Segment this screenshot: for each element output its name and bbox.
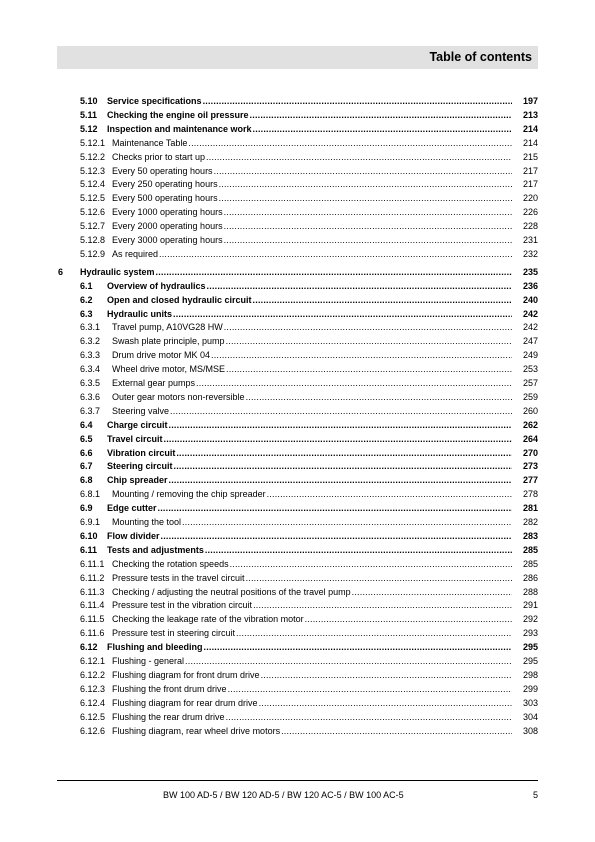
toc-entry-page: 303	[522, 697, 538, 708]
toc-entry[interactable]	[0, 669, 595, 682]
toc-entry[interactable]	[0, 192, 595, 205]
toc-entry-title-line	[107, 474, 512, 487]
toc-entry-number: 6.8	[80, 475, 93, 486]
toc-entry[interactable]	[0, 391, 595, 404]
toc-entry-number: 6	[58, 266, 64, 277]
toc-entry-number: 6.12.5	[80, 711, 106, 722]
dot-leader	[169, 474, 512, 487]
toc-entry-title-line	[107, 280, 512, 293]
toc-entry-page: 304	[522, 711, 538, 722]
toc-entry-page: 217	[522, 165, 538, 176]
dot-leader	[230, 558, 512, 571]
toc-entry-number: 5.12.1	[80, 137, 106, 148]
dot-leader	[219, 192, 512, 205]
toc-entry-page: 291	[522, 600, 538, 611]
toc-entry-title: Travel circuit	[107, 433, 163, 444]
toc-entry-title: Checks prior to start up	[112, 151, 206, 162]
toc-entry-title-line	[107, 460, 512, 473]
toc-entry-page: 215	[522, 151, 538, 162]
toc-entry-page: 226	[522, 207, 538, 218]
toc-entry-title-line	[107, 419, 512, 432]
dot-leader	[156, 266, 512, 279]
toc-entry[interactable]	[0, 363, 595, 376]
toc-entry-page: 298	[522, 669, 538, 680]
dot-leader	[161, 530, 512, 543]
toc-entry-title: Drum drive motor MK 04	[112, 350, 211, 361]
dot-leader	[246, 391, 512, 404]
toc-entry[interactable]	[0, 308, 595, 321]
toc-entry-title-line	[112, 321, 512, 334]
toc-entry-page: 228	[522, 221, 538, 232]
dot-leader	[246, 572, 512, 585]
toc-entry[interactable]	[0, 234, 595, 247]
toc-entry-title-line	[107, 308, 512, 321]
toc-entry-title: Charge circuit	[107, 419, 168, 430]
toc-entry-number: 6.11.1	[80, 558, 105, 569]
toc-entry-title: Flushing diagram for front drum drive	[112, 669, 260, 680]
toc-entry-title: Pressure test in the vibration circuit	[112, 600, 253, 611]
toc-entry-title: Edge cutter	[107, 503, 157, 514]
toc-entry-title-line	[107, 294, 512, 307]
toc-entry[interactable]	[0, 558, 595, 571]
toc-entry-number: 6.6	[80, 447, 93, 458]
dot-leader	[305, 613, 512, 626]
toc-entry-title: Hydraulic units	[107, 308, 173, 319]
toc-entry[interactable]	[0, 280, 595, 293]
toc-entry-page: 197	[522, 96, 538, 106]
dot-leader	[176, 447, 512, 460]
toc-entry[interactable]	[0, 349, 595, 362]
dot-leader	[170, 405, 512, 418]
toc-entry-title-line	[112, 377, 512, 390]
toc-entry-number: 6.7	[80, 461, 93, 472]
toc-entry-page: 273	[522, 461, 538, 472]
toc-entry[interactable]	[0, 572, 595, 585]
toc-entry[interactable]	[0, 725, 595, 738]
toc-entry-number: 6.5	[80, 433, 93, 444]
toc-entry-title: Mounting / removing the chip spreader	[112, 489, 266, 500]
toc-entry-page: 295	[522, 642, 538, 653]
footer-models: BW 100 AD-5 / BW 120 AD-5 / BW 120 AC-5 / BW 100 AC-5	[163, 790, 404, 800]
toc-entry-title: Outer gear motors non-reversible	[112, 391, 245, 402]
toc-entry-page: 214	[522, 137, 538, 148]
toc-entry-page: 285	[522, 558, 538, 569]
toc-entry-title: Wheel drive motor, MS/MSE	[112, 364, 226, 375]
toc-entry-page: 232	[522, 248, 538, 259]
toc-entry-page: 283	[522, 530, 538, 541]
toc-entry[interactable]	[0, 335, 595, 348]
toc-entry-page: 214	[522, 123, 538, 134]
toc-entry-page: 257	[522, 378, 538, 388]
toc-entry[interactable]	[0, 516, 595, 529]
toc-entry[interactable]	[0, 460, 595, 473]
toc-entry-title: Checking the engine oil pressure	[107, 109, 249, 120]
toc-entry-page: 236	[522, 280, 538, 291]
toc-entry-title: Every 50 operating hours	[112, 165, 213, 176]
toc-entry-page: 277	[522, 475, 538, 486]
toc-entry-title: Every 2000 operating hours	[112, 221, 223, 232]
toc-entry[interactable]	[0, 321, 595, 334]
toc-entry[interactable]	[0, 95, 595, 108]
toc-entry-number: 5.12.5	[80, 193, 106, 204]
toc-entry-number: 5.12.3	[80, 165, 106, 176]
dot-leader	[185, 655, 512, 668]
toc-entry[interactable]	[0, 220, 595, 233]
toc-entry[interactable]	[0, 266, 595, 279]
toc-entry[interactable]	[0, 627, 595, 640]
toc-entry-number: 6.3.6	[80, 391, 101, 402]
toc-entry-title: Checking / adjusting the neutral positions of the travel pump	[112, 586, 351, 597]
toc-entry-title: Travel pump, A10VG28 HW	[112, 322, 223, 333]
dot-leader	[224, 206, 512, 219]
page-title: Table of contents	[429, 50, 532, 64]
toc-entry-number: 6.9	[80, 503, 93, 514]
toc-entry-number: 6.3.3	[80, 350, 101, 361]
toc-entry-title-line	[112, 220, 512, 233]
toc-entry-page: 281	[522, 503, 538, 514]
toc-entry-page: 259	[522, 391, 538, 402]
dot-leader	[259, 697, 512, 710]
toc-entry-page: 235	[522, 266, 538, 277]
toc-entry-title-line	[107, 95, 512, 108]
toc-entry[interactable]	[0, 586, 595, 599]
toc-entry-title-line	[80, 266, 512, 279]
dot-leader	[226, 711, 512, 724]
toc-entry-number: 6.3.1	[80, 322, 101, 333]
toc-entry-title-line	[107, 433, 512, 446]
toc-entry-page: 249	[522, 350, 538, 361]
toc-entry-title-line	[112, 627, 512, 640]
toc-entry-page: 295	[522, 656, 538, 666]
toc-entry-page: 231	[522, 235, 538, 245]
toc-entry-number: 6.9.1	[80, 517, 101, 527]
toc-entry-page: 308	[522, 725, 538, 736]
toc-entry[interactable]	[0, 151, 595, 164]
toc-entry[interactable]	[0, 447, 595, 460]
toc-entry-title: Overview of hydraulics	[107, 280, 206, 291]
toc-entry-page: 253	[522, 364, 538, 375]
toc-entry-number: 5.12.4	[80, 179, 106, 190]
toc-entry-title-line	[107, 530, 512, 543]
toc-entry[interactable]	[0, 613, 595, 626]
toc-entry-page: 247	[522, 336, 538, 347]
toc-entry-title: Flushing the front drum drive	[112, 683, 227, 694]
toc-entry-title: Maintenance Table	[112, 137, 188, 148]
toc-entry-title-line	[112, 335, 512, 348]
toc-entry-title-line	[112, 405, 512, 418]
toc-entry-title-line	[112, 178, 512, 191]
dot-leader	[236, 627, 512, 640]
toc-entry[interactable]	[0, 137, 595, 150]
toc-entry-title: Pressure test in steering circuit	[112, 628, 236, 639]
toc-entry-title-line	[112, 248, 512, 261]
toc-entry-page: 213	[522, 109, 538, 120]
toc-entry-number: 6.12.6	[80, 725, 106, 736]
dot-leader	[281, 725, 512, 738]
footer-divider	[57, 780, 538, 781]
toc-entry-number: 5.12.8	[80, 235, 106, 245]
toc-entry[interactable]	[0, 641, 595, 654]
toc-entry-page: 299	[522, 683, 538, 694]
dot-leader	[211, 349, 512, 362]
toc-entry-title-line	[107, 109, 512, 122]
toc-entry-title-line	[112, 697, 512, 710]
toc-entry-page: 293	[522, 628, 538, 639]
toc-entry-number: 6.3.5	[80, 378, 101, 388]
toc-entry[interactable]	[0, 655, 595, 668]
toc-entry-page: 242	[522, 308, 538, 319]
toc-entry[interactable]	[0, 165, 595, 178]
toc-entry-number: 6.8.1	[80, 489, 101, 500]
dot-leader	[207, 280, 512, 293]
toc-entry-title: Flushing the rear drum drive	[112, 711, 225, 722]
toc-entry-title: As required	[112, 248, 159, 259]
toc-entry-title: Tests and adjustments	[107, 544, 204, 555]
toc-entry-number: 6.12.2	[80, 669, 106, 680]
toc-entry[interactable]	[0, 405, 595, 418]
toc-entry-page: 262	[522, 419, 538, 430]
toc-entry-page: 282	[522, 517, 538, 527]
toc-entry-page: 217	[522, 179, 538, 190]
toc-entry-title-line	[107, 123, 512, 136]
dot-leader	[228, 683, 512, 696]
toc-entry-title-line	[112, 488, 512, 501]
toc-entry-title: Open and closed hydraulic circuit	[107, 294, 252, 305]
toc-entry-number: 6.11	[80, 544, 98, 555]
dot-leader	[169, 419, 512, 432]
toc-entry-title-line	[112, 558, 512, 571]
toc-entry-page: 285	[522, 544, 538, 555]
toc-entry-title: Vibration circuit	[107, 447, 176, 458]
toc-entry[interactable]	[0, 206, 595, 219]
dot-leader	[214, 165, 512, 178]
toc-entry-title: Every 250 operating hours	[112, 179, 218, 190]
toc-entry-title-line	[112, 234, 512, 247]
toc-entry-number: 6.3.2	[80, 336, 101, 347]
toc-entry-title-line	[112, 349, 512, 362]
toc-entry-title-line	[112, 725, 512, 738]
toc-entry[interactable]	[0, 488, 595, 501]
toc-entry-title-line	[112, 391, 512, 404]
toc-entry-number: 6.12	[80, 642, 98, 653]
dot-leader	[253, 599, 512, 612]
dot-leader	[205, 544, 512, 557]
toc-entry-title: Checking the rotation speeds	[112, 558, 229, 569]
toc-entry-title: Flow divider	[107, 530, 160, 541]
toc-entry[interactable]	[0, 683, 595, 696]
toc-entry[interactable]	[0, 109, 595, 122]
toc-entry-title: Flushing diagram for rear drum drive	[112, 697, 258, 708]
toc-entry-number: 6.3	[80, 308, 93, 319]
toc-entry-title-line	[107, 502, 512, 515]
toc-entry-number: 5.12.2	[80, 151, 106, 162]
toc-entry-number: 5.12	[80, 123, 98, 134]
dot-leader	[250, 109, 512, 122]
toc-entry[interactable]	[0, 178, 595, 191]
toc-entry-title-line	[112, 572, 512, 585]
toc-entry-page: 286	[522, 572, 538, 583]
toc-entry-title: Inspection and maintenance work	[107, 123, 252, 134]
toc-entry-title: Pressure tests in the travel circuit	[112, 572, 245, 583]
toc-entry-number: 6.11.4	[80, 600, 105, 611]
toc-entry-number: 5.10	[80, 96, 98, 106]
toc-entry-number: 6.12.1	[80, 656, 106, 666]
toc-entry-title-line	[112, 516, 512, 529]
dot-leader	[188, 137, 512, 150]
toc-entry-page: 220	[522, 193, 538, 204]
toc-entry-title-line	[112, 683, 512, 696]
dot-leader	[224, 321, 512, 334]
toc-entry-number: 6.10	[80, 530, 98, 541]
toc-entry-title: Flushing and bleeding	[107, 642, 203, 653]
toc-entry-title-line	[112, 151, 512, 164]
dot-leader	[267, 488, 512, 501]
toc-entry-title-line	[112, 711, 512, 724]
toc-entry[interactable]	[0, 419, 595, 432]
toc-entry-title-line	[112, 137, 512, 150]
toc-entry-number: 6.3.4	[80, 364, 101, 375]
toc-entry-title: Every 1000 operating hours	[112, 207, 223, 218]
dot-leader	[253, 123, 512, 136]
toc-entry-number: 6.1	[80, 280, 93, 291]
toc-entry[interactable]	[0, 123, 595, 136]
toc-entry[interactable]	[0, 530, 595, 543]
toc-entry[interactable]	[0, 711, 595, 724]
toc-entry-title-line	[112, 192, 512, 205]
toc-entry[interactable]	[0, 544, 595, 557]
toc-entry-title-line	[107, 447, 512, 460]
toc-entry[interactable]	[0, 377, 595, 390]
toc-entry-title-line	[107, 544, 512, 557]
dot-leader	[226, 363, 512, 376]
dot-leader	[204, 641, 513, 654]
toc-entry[interactable]	[0, 474, 595, 487]
toc-entry-title: Hydraulic system	[80, 266, 155, 277]
toc-entry-title: Swash plate principle, pump	[112, 336, 225, 347]
toc-entry-page: 292	[522, 614, 538, 625]
toc-entry-title: Flushing diagram, rear wheel drive motors	[112, 725, 281, 736]
toc-entry-page: 242	[522, 322, 538, 333]
toc-entry-title-line	[112, 599, 512, 612]
dot-leader	[196, 377, 512, 390]
toc-entry-title: Chip spreader	[107, 475, 168, 486]
dot-leader	[182, 516, 512, 529]
toc-entry-number: 6.12.3	[80, 683, 106, 694]
dot-leader	[203, 95, 512, 108]
toc-entry-number: 5.12.6	[80, 207, 106, 218]
dot-leader	[164, 433, 512, 446]
dot-leader	[174, 460, 512, 473]
toc-entry-number: 6.12.4	[80, 697, 106, 708]
toc-entry-number: 5.12.7	[80, 221, 106, 232]
toc-entry-title-line	[112, 165, 512, 178]
toc-entry-title-line	[112, 363, 512, 376]
toc-entry-title-line	[112, 586, 512, 599]
toc-entry[interactable]	[0, 248, 595, 261]
toc-entry-page: 260	[522, 405, 538, 416]
toc-entry[interactable]	[0, 433, 595, 446]
toc-entry-title: Every 3000 operating hours	[112, 235, 223, 245]
dot-leader	[158, 502, 512, 515]
dot-leader	[261, 669, 512, 682]
dot-leader	[173, 308, 512, 321]
toc-entry-title-line	[112, 613, 512, 626]
toc-entry[interactable]	[0, 697, 595, 710]
toc-entry-page: 270	[522, 447, 538, 458]
toc-entry-title-line	[112, 655, 512, 668]
toc-entry-title-line	[107, 641, 512, 654]
dot-leader	[253, 294, 512, 307]
dot-leader	[159, 248, 512, 261]
toc-entry-title: Mounting the tool	[112, 517, 182, 527]
dot-leader	[219, 178, 512, 191]
toc-entry-number: 6.11.2	[80, 572, 105, 583]
toc-entry-page: 264	[522, 433, 538, 444]
toc-entry-number: 6.2	[80, 294, 93, 305]
toc-entry[interactable]	[0, 502, 595, 515]
toc-entry-title: Steering valve	[112, 405, 170, 416]
dot-leader	[352, 586, 512, 599]
toc-entry-number: 5.11	[80, 109, 98, 120]
toc-entry-title: Steering circuit	[107, 461, 173, 472]
toc-entry-number: 6.4	[80, 419, 93, 430]
toc-entry-number: 6.11.3	[80, 586, 105, 597]
toc-entry-number: 6.3.7	[80, 405, 101, 416]
toc-entry[interactable]	[0, 294, 595, 307]
toc-entry-title-line	[112, 206, 512, 219]
toc-entry[interactable]	[0, 599, 595, 612]
dot-leader	[224, 220, 512, 233]
dot-leader	[224, 234, 512, 247]
toc-entry-title: Flushing - general	[112, 656, 185, 666]
toc-entry-title: Every 500 operating hours	[112, 193, 218, 204]
toc-entry-page: 278	[522, 489, 538, 500]
toc-entry-title: External gear pumps	[112, 378, 196, 388]
toc-entry-page: 240	[522, 294, 538, 305]
header-bar	[57, 46, 538, 69]
toc-entry-title: Checking the leakage rate of the vibration motor	[112, 614, 304, 625]
toc-entry-number: 6.11.5	[80, 614, 105, 625]
toc-entry-number: 6.11.6	[80, 628, 105, 639]
toc-entry-number: 5.12.9	[80, 248, 106, 259]
dot-leader	[206, 151, 512, 164]
dot-leader	[226, 335, 512, 348]
toc-entry-title: Service specifications	[107, 96, 202, 106]
toc-entry-page: 288	[522, 586, 538, 597]
toc-entry-title-line	[112, 669, 512, 682]
footer-page-number: 5	[532, 790, 538, 800]
